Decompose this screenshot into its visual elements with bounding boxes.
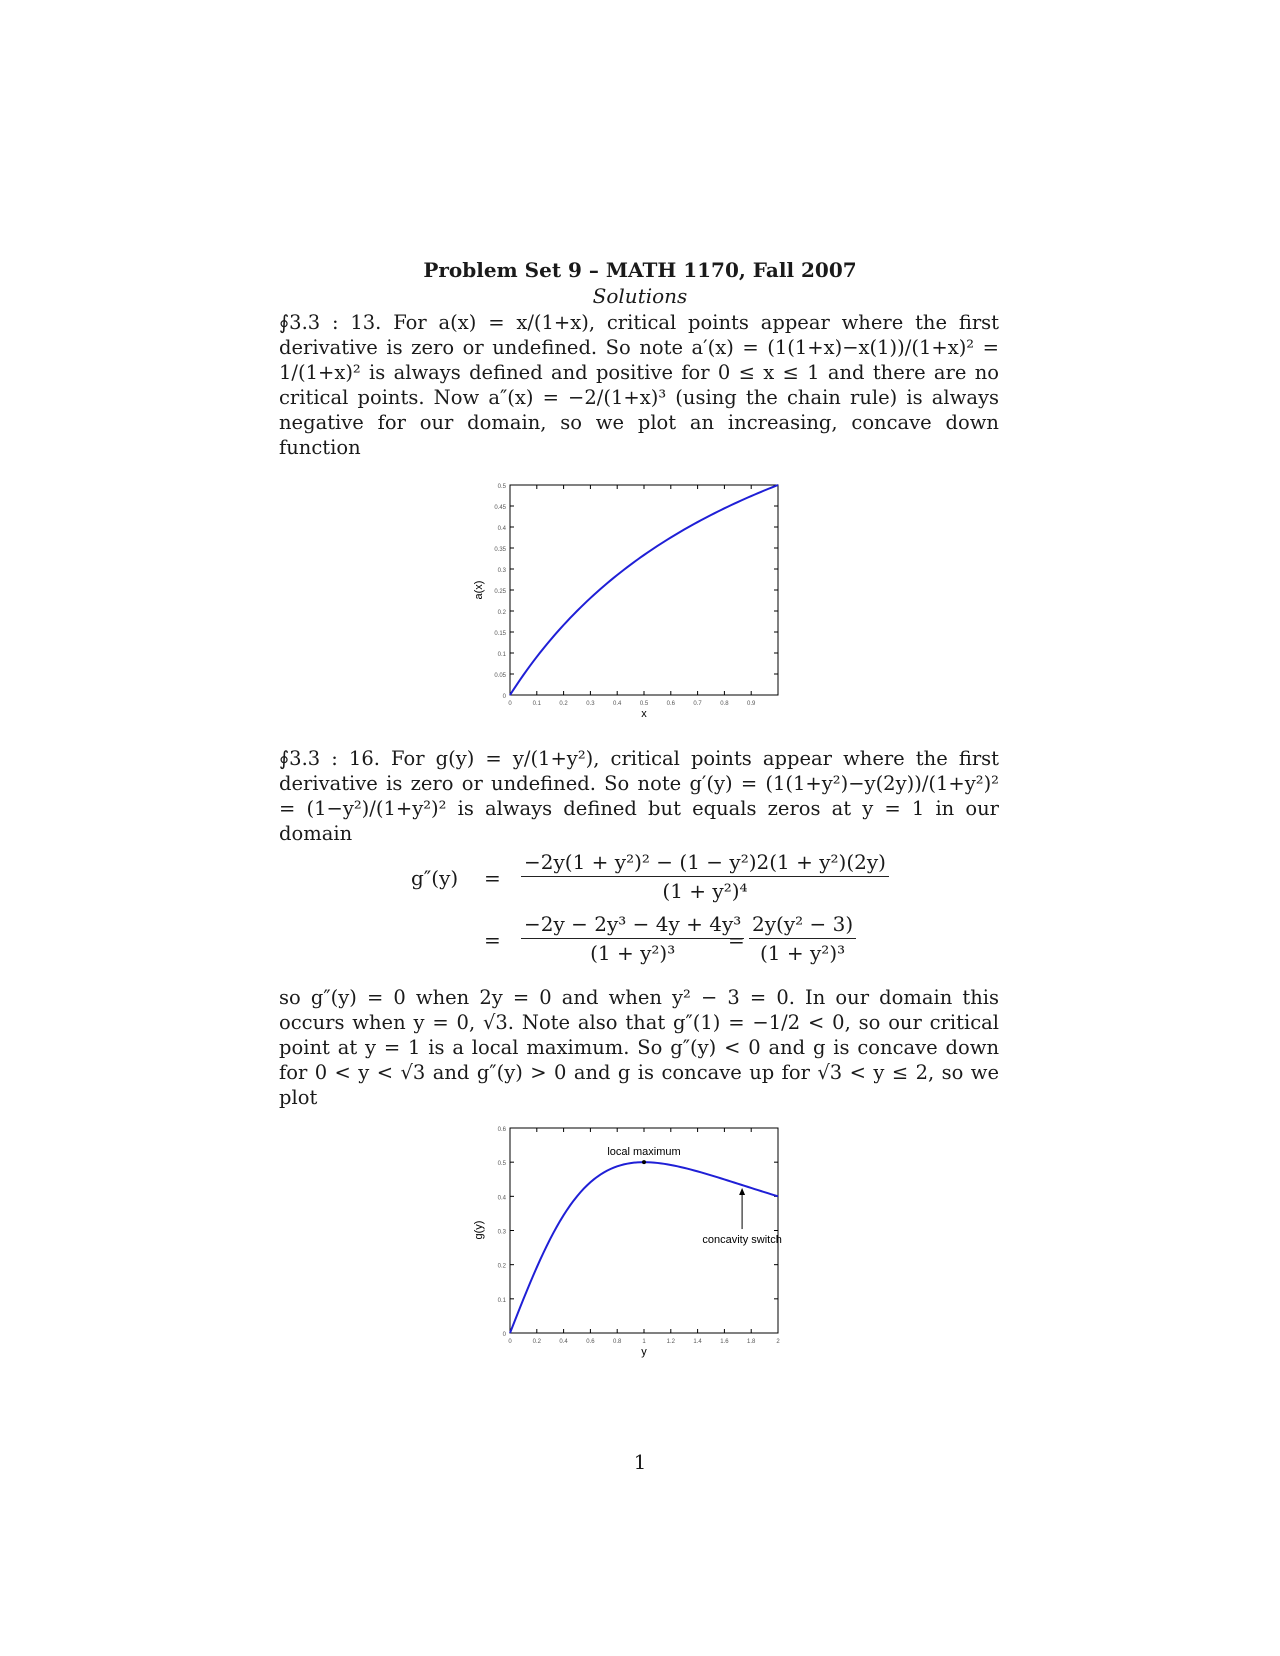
y-tick-label: 0.25	[494, 589, 506, 595]
eq1-fraction	[521, 850, 889, 903]
x-tick-label: 1.8	[747, 1339, 756, 1345]
y-tick-label: 0.45	[494, 505, 506, 511]
eq2-fraction	[521, 912, 744, 965]
x-tick-label: 1.2	[666, 1339, 675, 1345]
x-tick-label: 0.2	[559, 701, 568, 707]
y-tick-label: 0.5	[497, 1161, 506, 1168]
x-tick-label: 1.6	[720, 1339, 729, 1345]
y-tick-label: 0	[502, 694, 506, 700]
x-tick-label: 0.4	[613, 701, 622, 707]
x-tick-label: 0.5	[639, 701, 649, 707]
y-tick-label: 0.5	[497, 484, 506, 490]
equation-block	[279, 850, 999, 970]
x-tick-label: 0.6	[586, 1339, 595, 1345]
section1-text	[279, 310, 999, 460]
eq1-numerator: −2y(1 + y²)² − (1 − y²)2(1 + y²)(2y)	[521, 850, 889, 877]
x-tick-label: 0	[508, 1339, 512, 1345]
x-tick-label: 0	[508, 701, 512, 707]
section2-conclusion: so g″(y) = 0 when 2y = 0 and when y² − 3 = 0. In our domain this occurs when y = 0, √3. Note also that g″(1) = −1/2 < 0, so our critical point at y = 1 is a local maximum. So g″(y) < 0 and g is concave down for 0 < y < √3 and g″(y) > 0 and g is concave up for √3 < y ≤ 2, so we plot	[279, 986, 999, 1109]
x-tick-label: 0.4	[559, 1339, 568, 1345]
eq-equals-1: =	[484, 866, 501, 890]
y-tick-label: 0.05	[494, 673, 506, 679]
x-tick-label: 0.3	[586, 701, 595, 707]
y-axis-label: g(y)	[473, 1220, 485, 1240]
eq3-denominator: (1 + y²)³	[760, 941, 846, 965]
x-tick-label: 0.6	[666, 701, 675, 707]
plot-frame	[510, 485, 778, 695]
x-tick-label: 0.8	[613, 1339, 622, 1345]
section2-intro: ∮3.3 : 16. For g(y) = y/(1+y²), critical points appear where the first derivative is zero or undefined. So note g′(y) = (1(1+y²)−y(2y))/(1+y²)² = (1−y²)/(1+y²)² is always defined but equals zeros at y = 1 in our domain	[279, 747, 999, 845]
eq3-numerator: 2y(y² − 3)	[749, 912, 856, 939]
plot-frame	[510, 1128, 778, 1333]
eq-equals-2: =	[484, 928, 501, 952]
eq3-fraction	[749, 912, 856, 965]
y-tick-label: 0.2	[497, 610, 506, 616]
section2-conclusion-text	[279, 985, 999, 1110]
x-tick-label: 0.8	[720, 701, 729, 707]
y-tick-label: 0.2	[497, 1263, 506, 1270]
section1-intro: ∮3.3 : 13. For a(x) = x/(1+x), critical points appear where the first derivative is zero or undefined. So note a′(x) = (1(1+x)−x(1))/(1+x)² = 1/(1+x)² is always defined and positive for 0 ≤ x ≤ 1 and there are no critical points. Now a″(x) = −2/(1+x)³ (using the chain rule) is always negative for our domain, so we plot an increasing, concave down function	[279, 311, 999, 459]
x-tick-label: 1.4	[693, 1339, 702, 1345]
y-tick-label: 0.4	[497, 1195, 506, 1202]
chart-a-of-x	[470, 475, 800, 730]
x-tick-label: 0.1	[532, 701, 541, 707]
chart-g-of-y	[470, 1118, 800, 1363]
local-maximum-point	[642, 1160, 646, 1164]
y-tick-label: 0	[502, 1332, 506, 1338]
x-tick-label: 0.9	[747, 701, 756, 707]
page-subtitle: Solutions	[592, 284, 688, 308]
eq1-denominator: (1 + y²)⁴	[662, 879, 748, 903]
x-tick-label: 2	[776, 1339, 780, 1345]
eq2-numerator: −2y − 2y³ − 4y + 4y³	[521, 912, 744, 939]
eq-equals-3: =	[728, 928, 745, 952]
page-title: Problem Set 9 – MATH 1170, Fall 2007	[423, 258, 857, 282]
eq-lhs: g″(y)	[411, 866, 459, 890]
y-tick-label: 0.3	[497, 568, 506, 574]
annotation-concavity-switch: concavity switch	[702, 1234, 782, 1247]
section2-text	[279, 746, 999, 846]
x-axis-label: x	[641, 708, 647, 720]
y-tick-label: 0.4	[497, 526, 506, 532]
y-tick-label: 0.3	[497, 1229, 506, 1236]
x-axis-label: y	[641, 1346, 647, 1358]
annotation-local-maximum: local maximum	[607, 1146, 681, 1159]
x-tick-label: 0.7	[693, 701, 702, 707]
y-tick-label: 0.35	[494, 547, 506, 553]
y-tick-label: 0.6	[497, 1127, 506, 1133]
y-axis-label: a(x)	[473, 580, 485, 600]
page-number: 1	[633, 1450, 647, 1474]
y-tick-label: 0.15	[494, 631, 506, 637]
x-tick-label: 1	[642, 1339, 646, 1345]
eq2-denominator: (1 + y²)³	[590, 941, 676, 965]
y-tick-label: 0.1	[497, 1297, 506, 1304]
x-tick-label: 0.2	[532, 1339, 541, 1345]
y-tick-label: 0.1	[497, 652, 506, 658]
